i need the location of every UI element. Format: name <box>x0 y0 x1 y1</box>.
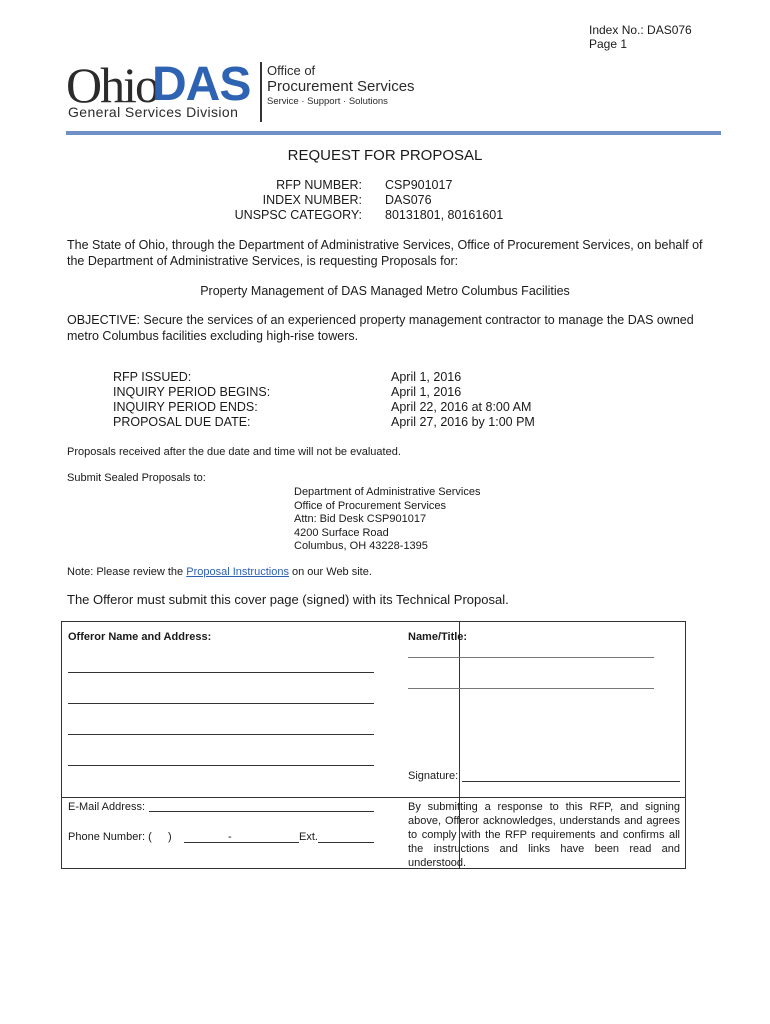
offeror-form <box>61 621 686 869</box>
ext-label: Ext. <box>299 831 318 843</box>
phone-paren: ) <box>168 831 172 843</box>
dates-labels <box>113 370 270 430</box>
phone-label: Phone Number: ( <box>68 831 152 843</box>
name-title-line-2[interactable] <box>408 688 654 689</box>
rfp-issued-label: RFP ISSUED: <box>113 370 192 384</box>
index-number-value: DAS076 <box>385 193 432 207</box>
name-address-line-2[interactable] <box>68 703 374 704</box>
phone-dash: - <box>228 831 232 843</box>
page-number: Page 1 <box>589 37 628 51</box>
name-address-line-3[interactable] <box>68 734 374 735</box>
due-date-value: April 27, 2016 by 1:00 PM <box>391 415 535 429</box>
form-row-divider <box>62 797 685 798</box>
phone-number-field[interactable] <box>184 842 299 843</box>
objective-paragraph: OBJECTIVE: Secure the services of an experienced property management contractor to manage the DAS owned metro Columbus facilities excluding high-rise towers. <box>67 313 694 343</box>
logo-division-text: General Services Division <box>68 104 239 120</box>
address-line: Office of Procurement Services <box>294 499 447 512</box>
index-block <box>589 23 692 51</box>
project-title: Property Management of DAS Managed Metro Columbus Facilities <box>200 284 570 298</box>
inquiry-ends-label: INQUIRY PERIOD ENDS: <box>113 400 258 414</box>
note-suffix: on our Web site. <box>288 566 372 578</box>
address-line: Columbus, OH 43228-1395 <box>294 540 428 552</box>
index-number: Index No.: DAS076 <box>589 23 692 37</box>
name-address-line-1[interactable] <box>68 672 374 673</box>
email-label: E-Mail Address: <box>68 801 146 813</box>
logo-das-text: DAS <box>152 58 251 111</box>
ext-field[interactable] <box>318 842 374 843</box>
signature-field[interactable] <box>462 781 680 782</box>
name-title-line-1[interactable] <box>408 657 654 658</box>
unspsc-value: 80131801, 80161601 <box>385 208 504 222</box>
signature-label: Signature: <box>408 770 459 782</box>
index-number-label: INDEX NUMBER: <box>262 193 362 207</box>
address-line: Attn: Bid Desk CSP901017 <box>294 513 427 525</box>
page-title: REQUEST FOR PROPOSAL <box>287 147 483 164</box>
rfp-number-label: RFP NUMBER: <box>276 178 362 192</box>
logo-tagline: Service · Support · Solutions <box>267 96 388 107</box>
address-line: 4200 Surface Road <box>294 526 389 539</box>
logo-office-of: Office of <box>267 63 316 78</box>
email-field[interactable] <box>149 811 374 812</box>
submit-label: Submit Sealed Proposals to: <box>67 472 206 484</box>
dates-values <box>391 370 535 430</box>
unspsc-label: UNSPSC CATEGORY: <box>234 208 362 222</box>
name-address-line-4[interactable] <box>68 765 374 766</box>
inquiry-begins-label: INQUIRY PERIOD BEGINS: <box>113 385 271 399</box>
logo-procurement: Procurement Services <box>267 78 415 95</box>
offeror-name-address-label: Offeror Name and Address: <box>68 631 212 643</box>
meta-values <box>385 178 503 223</box>
submission-address <box>294 486 480 554</box>
inquiry-ends-value: April 22, 2016 at 8:00 AM <box>391 400 532 414</box>
rfp-number-value: CSP901017 <box>385 178 453 192</box>
header-rule <box>66 131 721 135</box>
rfp-issued-value: April 1, 2016 <box>391 370 462 384</box>
offeror-instruction: The Offeror must submit this cover page (signed) with its Technical Proposal. <box>67 592 509 607</box>
address-line: Department of Administrative Services <box>294 486 481 498</box>
name-title-label: Name/Title: <box>408 631 468 643</box>
proposal-instructions-link[interactable]: Proposal Instructions <box>186 566 289 578</box>
logo-divider <box>260 62 262 122</box>
acknowledgement-text: By submitting a response to this RFP, and signing above, Offeror acknowledges, understands and agrees to comply with the RFP requirements and confirms all the instructions and links have been read and understood. <box>408 801 680 869</box>
due-date-label: PROPOSAL DUE DATE: <box>113 415 251 429</box>
note-prefix: Note: Please review the <box>67 566 187 578</box>
ohio-das-logo <box>66 57 416 126</box>
inquiry-begins-value: April 1, 2016 <box>391 385 462 399</box>
logo-ohio-text: Ohio <box>66 57 158 113</box>
meta-labels <box>180 178 362 223</box>
late-notice: Proposals received after the due date and time will not be evaluated. <box>67 446 401 458</box>
note-line <box>67 566 372 579</box>
intro-paragraph: The State of Ohio, through the Department of Administrative Services, Office of Procurement Services, on behalf of the Department of Administrative Services, is requesting Proposals for: <box>67 238 703 268</box>
